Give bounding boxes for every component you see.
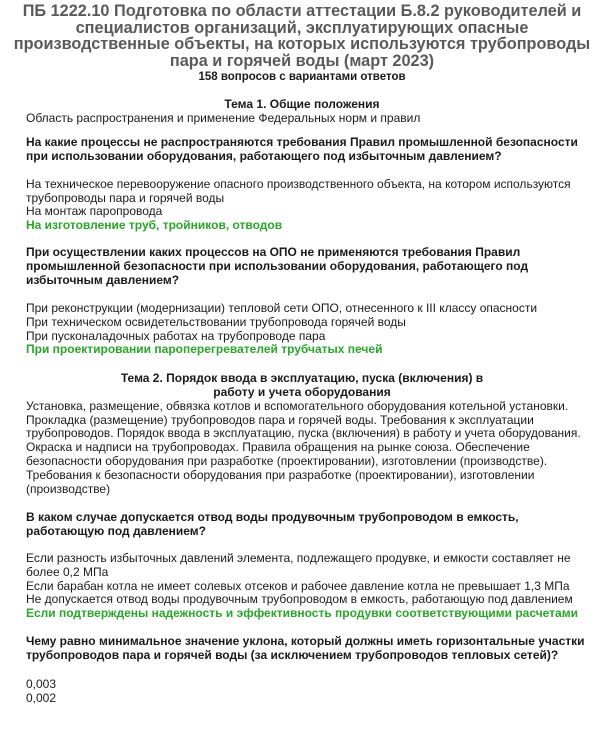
question-1-answers [0, 178, 604, 232]
document-subtitle: 158 вопросов с вариантами ответов [198, 71, 406, 83]
topic-2-title: Тема 2. Порядок ввода в эксплуатацию, пуска (включения) в работу и учета оборудования [120, 370, 484, 399]
correct-answer: На изготовление труб, тройников, отводов [26, 217, 283, 232]
question-4-answers [0, 678, 604, 705]
topic-1-title: Тема 1. Общие положения [224, 97, 380, 111]
correct-answer: При проектировании пароперегревателей трубчатых печей [26, 342, 383, 357]
question-4: Чему равно минимальное значение уклона, который должны иметь горизонтальные участки трубопроводов пара и горячей воды (за исключением трубопроводов тепловых сетей)? [26, 634, 585, 663]
topic-2-description: Установка, размещение, обвязка котлов и вспомогательного оборудования котельной установки. Прокладка (размещение) трубопроводов пара и горячей воды. Требования к эксплуатации трубопроводов. Порядок ввода в эксплуатацию, пуска (включения) в работу и учета оборудования. Окраска и надписи на трубопроводах. Правила обращения на рынке союза. Обеспечение безопасности оборудования при разработке (проектировании), изготовлении (производстве). Требования к безопасности оборудования при разработке (проектировании), изготовлении (производстве) [26, 398, 581, 496]
answer-option: 0,002 [26, 690, 57, 705]
answer-option: Если разность избыточных давлений элемента, подлежащего продувке, и емкости составляет не более 0,2 МПа [26, 551, 571, 579]
answer-option: На техническое перевооружение опасного производственного объекта, на котором используются трубопроводы пара и горячей воды [26, 177, 571, 205]
document-title: ПБ 1222.10 Подготовка по области аттестации Б.8.2 руководителей и специалистов организаций, эксплуатирующих опасные производственные объекты, на которых используются трубопроводы пара и горячей воды (март 2023) [13, 2, 591, 70]
question-1: На какие процессы не распространяются требования Правил промышленной безопасности при использовании оборудования, работающего под избыточным давлением? [26, 135, 578, 163]
answer-option: При техническом освидетельствовании трубопровода горячей воды [26, 314, 406, 329]
question-2: При осуществлении каких процессов на ОПО не применяются требования Правил промышленной безопасности при использовании оборудования, работающего под избыточным давлением? [26, 245, 529, 288]
answer-option: Не допускается отвод воды продувочным трубопроводом в емкость, работающую под давлением [26, 592, 573, 607]
answer-option: При реконструкции (модернизации) тепловой сети ОПО, отнесенного к III классу опасности [26, 301, 538, 316]
correct-answer: Если подтверждены надежность и эффективность продувки соответствующими расчетами [26, 605, 578, 620]
answer-option: При пусконаладочных работах на трубопроводе пара [26, 328, 326, 343]
answer-option: На монтаж паропровода [26, 204, 163, 219]
answer-option: Если барабан котла не имеет солевых отсеков и рабочее давление котла не превышает 1,3 МПа [26, 578, 570, 593]
question-3: В каком случае допускается отвод воды продувочным трубопроводом в емкость, работающую под давлением? [26, 510, 519, 539]
question-2-answers [0, 302, 604, 356]
topic-1-description: Область распространения и применение Федеральных норм и правил [26, 111, 421, 125]
question-3-answers [0, 552, 604, 620]
answer-option: 0,003 [26, 677, 57, 692]
